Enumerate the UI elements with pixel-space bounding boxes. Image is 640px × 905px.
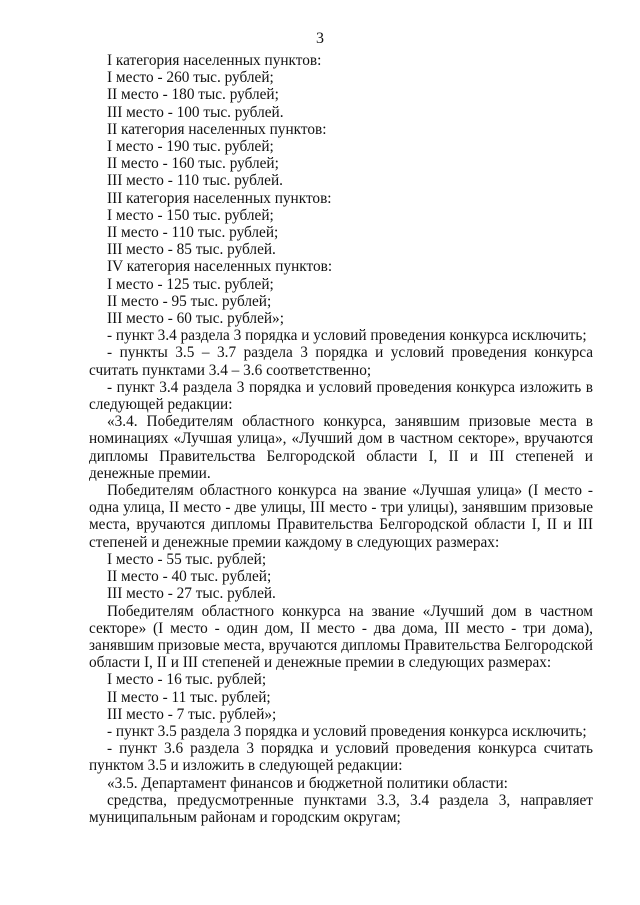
text-line: III место - 27 тыс. рублей. — [107, 585, 276, 603]
text-line: III место - 100 тыс. рублей. — [107, 103, 284, 121]
text-line: - пункт 3.5 раздела 3 порядка и условий проведения конкурса исключить; — [107, 722, 587, 740]
text-line: I место - 55 тыс. рублей; — [107, 550, 267, 568]
text-line: I место - 16 тыс. рублей; — [107, 671, 267, 689]
category-3-heading: III категория населенных пунктов: — [107, 189, 332, 207]
category-2-heading: II категория населенных пунктов: — [107, 120, 327, 138]
text-line: III место - 60 тыс. рублей»; — [107, 310, 284, 328]
paragraph: - пункт 3.6 раздела 3 порядка и условий проведения конкурса считать пунктом 3.5 и изложить в следующей редакции: — [89, 740, 593, 775]
text-line: II место - 180 тыс. рублей; — [107, 86, 279, 104]
document-body — [89, 52, 593, 826]
text-line: II место - 11 тыс. рублей; — [107, 688, 271, 706]
paragraph: «3.4. Победителям областного конкурса, занявшим призовые места в номинациях «Лучшая улица», «Лучший дом в частном секторе», вручаются дипломы Правительства Белгородской области I, II и III степеней и денежные премии. — [89, 413, 593, 482]
text-line: II место - 160 тыс. рублей; — [107, 155, 279, 173]
paragraph: Победителям областного конкурса на звание «Лучшая улица» (I место - одна улица, II место - две улицы, III место - три улицы), занявшим призовые места, вручаются дипломы Правительства Белгородской области I, II и III степеней и денежные премии каждому в следующих размерах: — [89, 482, 593, 551]
paragraph: средства, предусмотренные пунктами 3.3, 3.4 раздела 3, направляет муниципальным районам и городским округам; — [89, 791, 593, 826]
text-line: II место - 95 тыс. рублей; — [107, 292, 272, 310]
paragraph: Победителям областного конкурса на звание «Лучший дом в частном секторе» (I место - один дом, II место - два дома, III место - три дома), занявшим призовые места, вручаются дипломы Правительства Белгородской области I, II и III степеней и денежные премии в следующих размерах: — [89, 602, 593, 672]
text-line: I место - 190 тыс. рублей; — [107, 138, 274, 156]
paragraph: - пункты 3.5 – 3.7 раздела 3 порядка и условий проведения конкурса считать пунктами 3.4 – 3.6 соответственно; — [89, 344, 593, 379]
category-4-heading: IV категория населенных пунктов: — [107, 258, 333, 276]
text-line: I место - 150 тыс. рублей; — [107, 206, 274, 224]
text-line: III место - 85 тыс. рублей. — [107, 241, 276, 259]
text-line: I место - 125 тыс. рублей; — [107, 275, 274, 293]
text-line: II место - 110 тыс. рублей; — [107, 224, 279, 242]
text-line: I место - 260 тыс. рублей; — [107, 69, 274, 87]
text-line: - пункт 3.4 раздела 3 порядка и условий проведения конкурса исключить; — [107, 327, 587, 345]
text-line: «3.5. Департамент финансов и бюджетной политики области: — [107, 774, 508, 792]
page-number: 3 — [316, 30, 324, 47]
text-line: II место - 40 тыс. рублей; — [107, 568, 272, 586]
text-line: III место - 110 тыс. рублей. — [107, 172, 283, 190]
text-line: III место - 7 тыс. рублей»; — [107, 705, 277, 723]
category-1-heading: I категория населенных пунктов: — [107, 52, 322, 69]
paragraph: - пункт 3.4 раздела 3 порядка и условий проведения конкурса изложить в следующей редакции: — [89, 378, 593, 414]
